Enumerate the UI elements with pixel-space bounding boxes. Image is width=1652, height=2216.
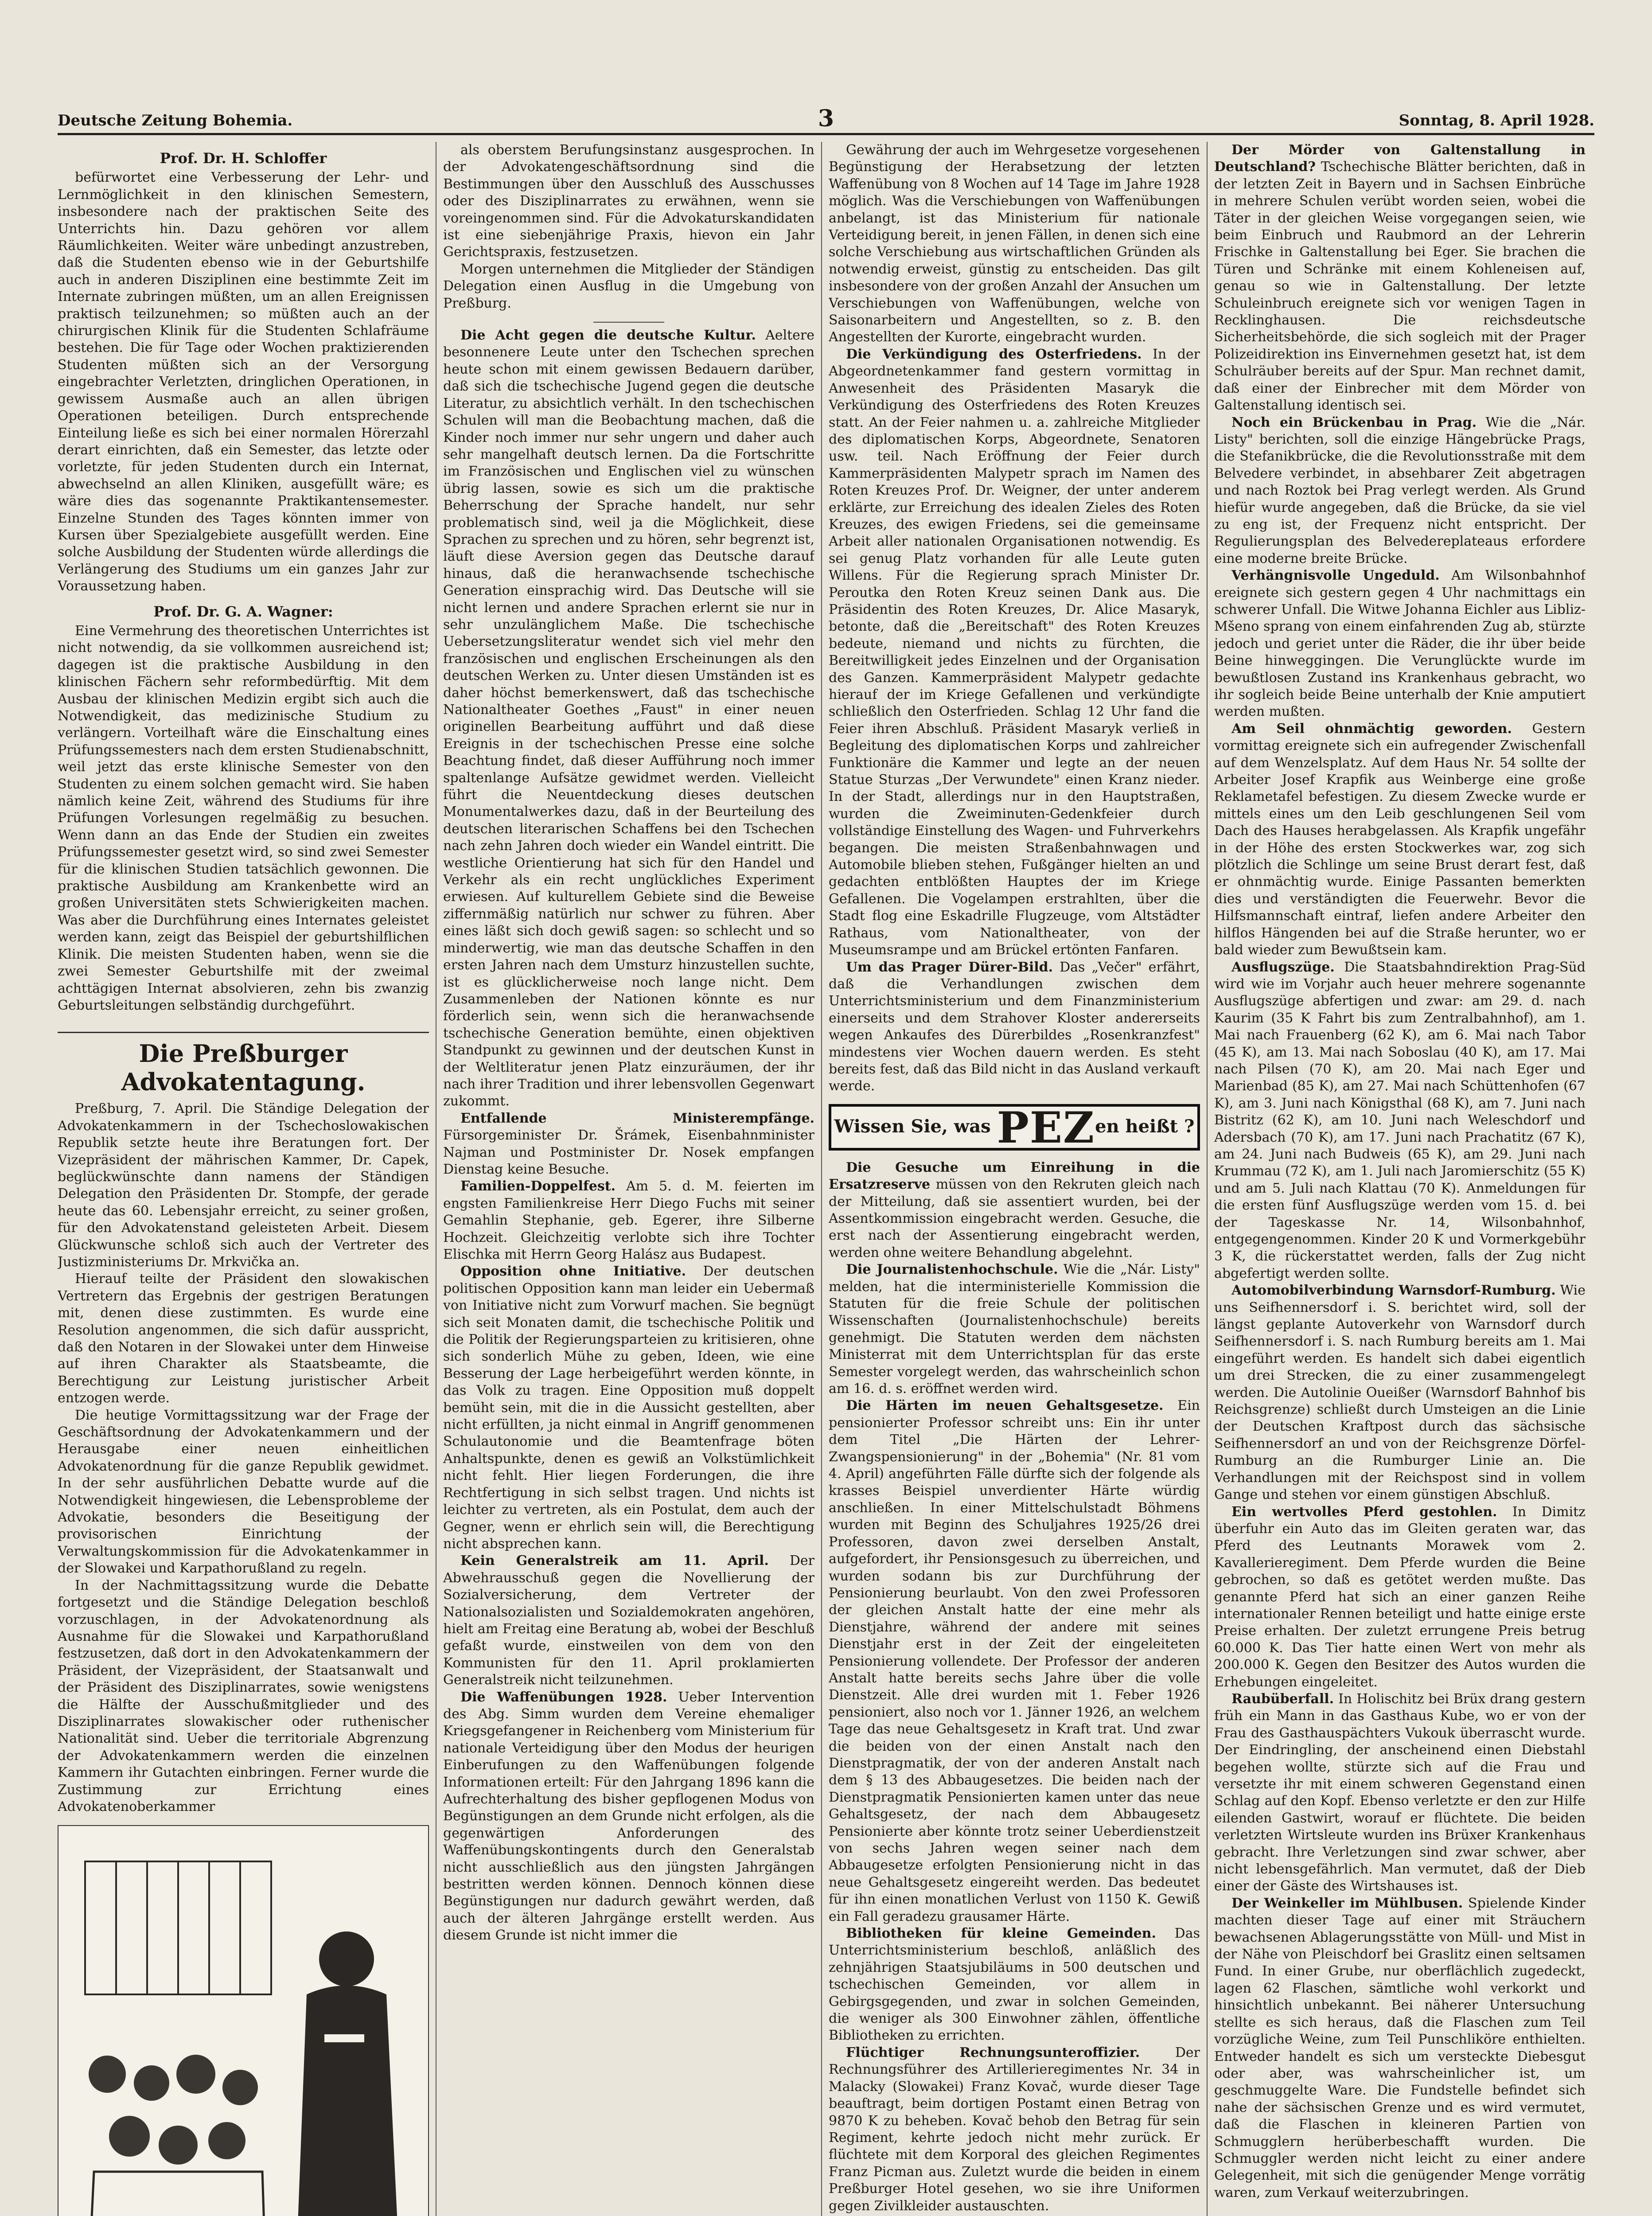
article-paragraph: Hierauf teilte der Präsident den slowakischen Vertretern das Ergebnis der gestrigen Beratungen mit, denen diese zustimmten. Es wurde eine Resolution angenommen, die sich dafür ausspricht, daß den Notaren in der Slowakei unter dem Hinweise auf ihren Charakter als Staatsbeamte, die Berechtigung zur Leistung juristischer Arbeit entzogen werde.	[58, 1271, 429, 1406]
news-item-text: Die Staatsbahndirektion Prag-Süd wird wie im Vorjahr auch heuer mehrere sogenannte Ausflugszüge abfertigen und zwar: am 29. d. nach Kaurim (35 K Fahrt bis zum Zentralbahnhof), am 1. Mai nach Frauenberg (62 K), am 6. Mai nach Tabor (45 K), am 13. Mai nach Soboslau (40 K), am 17. Mai nach Pilsen (70 K), am 20. Mai nach Eger und Marienbad (85 K), am 27. Mai nach Schüttenhofen (67 K), am 3. Juni nach Königsthal (68 K), am 7. Juni nach Bistritz (62 K), am 10. Juni nach Weleschdorf und Adersbach (70 K), am 17. Juni nach Prachatitz (67 K), am 24. Juni nach Budweis (65 K), am 29. Juni nach Krummau (72 K), am 1. Juli nach Jaromierschitz (55 K) und am 5. Juli nach Klattau (70 K). Anmeldungen für die ersten fünf Ausflugszüge werden vom 15. d. bei der Tageskasse Nr. 14, Wilsonbahnhof, entgegengenommen. Kinder 20 K und Vormerkgebühr 3 K, die rückerstattet werden, falls der Zug nicht abgefertigt werden sollte.	[1214, 959, 1586, 1281]
news-item-title: Ein wertvolles Pferd gestohlen.	[1231, 1504, 1497, 1520]
news-item-title: Flüchtiger Rechnungsunteroffizier.	[846, 2044, 1140, 2060]
news-item-text: In der Abgeordnetenkammer fand gestern vormittag in Anwesenheit des Präsidenten Masaryk die Verkündigung des Osterfriedens des Roten Kreuzes statt. An der Feier nahmen u. a. zahlreiche Mitglieder des diplomatischen Korps, Abgeordnete, Senatoren usw. teil. Nach Eröffnung der Feier durch Kammerpräsidenten Malypetr sprach im Namen des Roten Kreuzes Prof. Dr. Weigner, der unter anderem erklärte, zur Erreichung des idealen Zieles des Roten Kreuzes, des ewigen Friedens, sei die gemeinsame Arbeit aller nationalen Organisationen notwendig. Es sei genug Platz vorhanden für alle Leute guten Willens. Für die Regierung sprach Minister Dr. Peroutka den Roten Kreuz seinen Dank aus. Die Präsidentin des Roten Kreuzes, Dr. Alice Masaryk, betonte, daß die „Bereitschaft" des Roten Kreuzes bedeute, niemand und nichts zu fürchten, die Bereitwilligkeit jedes Einzelnen und der Organisation des Ganzen. Kammerpräsident Malypetr gedachte hierauf der im Kriege Gefallenen und verkündigte schließlich den Osterfrieden. Schlag 12 Uhr fand die Feier ihren Abschluß. Präsident Masaryk verließ in Begleitung des diplomatischen Korps und zahlreicher Funktionäre die Kammer und legte an der neuen Statue Sturzas „Der Verwundete" einen Kranz nieder. In der Stadt, allerdings nur in den Hauptstraßen, wurden die Zweiminuten-Gedenkfeier durch vollständige Einstellung des Wagen- und Fuhrverkehrs begangen. Die meisten Straßenbahnwagen und Automobile blieben stehen, Fußgänger hielten an und gedachten entblößten Hauptes der im Kriege Gefallenen. Die Vogelampen erstrahlten, über die Stadt flog eine Eskadrille Flugzeuge, vom Altstädter Rathaus, vom Nationaltheater, von der Museumsrampe und am Brückel ertönten Fanfaren.	[829, 346, 1200, 958]
news-item-text: In Holischitz bei Brüx drang gestern früh ein Mann in das Gasthaus Kube, wo er von der Frau des Gasthauspächters Vukouk überrascht wurde. Der Eindringling, der anscheinend einen Diebstahl begehen wollte, stürzte sich auf die Frau und versetzte ihr mit einem schweren Gegenstand einen Schlag auf den Kopf. Ebenso verletzte er den zur Hilfe eilenden Gastwirt, worauf er flüchtete. Die beiden verletzten Wirtsleute wurden ins Brüxer Krankenhaus gebracht. Ihre Verletzungen sind zwar schwer, aber nicht lebensgefährlich. Man vermutet, daß der Dieb einer der Gäste des Wirtshauses ist.	[1214, 1691, 1586, 1894]
news-item-title: Noch ein Brückenbau in Prag.	[1231, 414, 1477, 430]
news-item-text: Am 5. d. M. feierten im engsten Familienkreise Herr Diego Fuchs mit seiner Gemahlin Stephanie, geb. Egerer, ihre Silberne Hochzeit. Gleichzeitig verlobte sich ihre Tochter Elischka mit Herrn Georg Halász aus Budapest.	[443, 1178, 814, 1262]
news-item-text: Das „Večer" erfährt, daß die Verhandlungen zwischen dem Unterrichtsministerium und dem Finanzministerium einerseits und dem Strahover Kloster andererseits wegen Ankaufes des Dürerbildes „Rosenkranzfest" mindestens vier Wochen dauern werden. Es steht bereits fest, daß das Bild nicht in das Ausland verkauft werde.	[829, 959, 1200, 1094]
news-item-text: Am Wilsonbahnhof ereignete sich gestern gegen 4 Uhr nachmittags ein schwerer Unfall. Die Witwe Johanna Eichler aus Libliz-Mšeno sprang von einem einfahrenden Zug ab, stürzte jedoch und geriet unter die Räder, die ihr über beide Beine hinweggingen. Die Verunglückte wurde im bewußtlosen Zustand ins Krankenhaus gebracht, wo ihr sogleich beide Beine unterhalb der Knie amputiert werden mußten.	[1214, 568, 1586, 720]
news-item-text: Wie die „Nár. Listy" melden, hat die interministerielle Kommission die Statuten für die freie Schule der politischen Wissenschaften (Journalistenhochschule) bereits genehmigt. Die Statuten werden dem nächsten Ministerrat mit dem Unterrichtsplan für das erste Semester vorgelegt werden, das wahrscheinlich schon am 16. d. s. eröffnet werden wird.	[829, 1262, 1200, 1397]
news-item-text: Der deutschen politischen Opposition kann man leider ein Uebermaß von Initiative nicht zum Vorwurf machen. Sie begnügt sich seit Monaten damit, die tschechische Politik und die Politik der Regierungsparteien zu kritisieren, ohne sich sonderlich Mühe zu geben, Ideen, wie eine Besserung der Lage herbeigeführt werden könnte, in das Volk zu tragen. Eine Opposition muß doppelt bemüht sein, mit die in die Aussicht gestellten, aber nicht erfüllten, ja nicht einmal in Angriff genommenen Schulautonomie und die Beamtenfrage böten Anhaltspunkte, denen es gewiß an Volkstümlichkeit nicht fehlt. Hier liegen Forderungen, die ihre Rechtfertigung in sich selbst tragen. Und nichts ist leichter zu vertreten, als ein Postulat, dem auch der Gegner, wenn er ehrlich sein will, die Berechtigung nicht absprechen kann.	[443, 1264, 814, 1552]
news-item-text: Tschechische Blätter berichten, daß in der letzten Zeit in Bayern und in Sachsen Einbrüche in mehrere Schulen verübt worden seien, wobei die Täter in der gleichen Weise vorgegangen seien, wie beim Einbruch und Raubmord an der Lehrerin Frischke in Galtenstallung bei Eger. Sie brachen die Türen und Schränke mit einem Kohleneisen auf, genau so wie in Galtenstallung. Der letzte Schuleinbruch ereignete sich vor wenigen Tagen in Recklinghausen. Die reichsdeutsche Sicherheitsbehörde, die sich sogleich mit der Prager Polizeidirektion ins Einvernehmen gesetzt hat, ist dem Schulräuber bereits auf der Spur. Man rechnet damit, daß einer der Einbrecher mit dem Mörder von Galtenstallung identisch sei.	[1214, 159, 1586, 414]
article-paragraph: In der Nachmittagssitzung wurde die Debatte fortgesetzt und die Ständige Delegation beschloß vorzuschlagen, in der Advokatenordnung als Ausnahme für die Slowakei und Karpathorußland festzusetzen, daß dort in den Advokatenkammern der Präsident, der Vizepräsident, der Staatsanwalt und der Präsident des Disziplinarrates, sowie wenigstens die Hälfte der Ausschußmitglieder und des Disziplinarrates slowakischer oder ruthenischer Nationalität sind. Ueber die territoriale Abgrenzung der Advokatenkammern werden die einzelnen Kammern ihr Gutachten einbringen. Ferner wurde die Zustimmung zur Errichtung eines Advokatenoberkammer	[58, 1577, 429, 1814]
news-item-title: Verhängnisvolle Ungeduld.	[1231, 568, 1440, 584]
column-4	[1214, 142, 1586, 2216]
ad-tail-text: en heißt ?	[1095, 1116, 1195, 1137]
news-item-title: Die Acht gegen die deutsche Kultur.	[460, 328, 756, 343]
section-divider	[593, 322, 664, 323]
article-paragraph: als oberstem Berufungsinstanz ausgesprochen. In der Advokatengeschäftsordnung sind die Bestimmungen über den Ausschluß des Ausschusses oder des Disziplinarrates zu erwähnen, wenn sie voreingenommen sind. Für die Advokaturskandidaten ist eine siebenjährige Praxis, hievon ein Jahr Gerichtspraxis, festzusetzen.	[443, 142, 814, 260]
news-item-text: Der Rechnungsführer des Artillerieregimentes Nr. 34 in Malacky (Slowakei) Franz Kovač, wurde dieser Tage beauftragt, beim dortigen Postamt einen Betrag von 9870 K zu beheben. Kovač behob den Betrag für sein Regiment, kehrte jedoch nicht mehr zurück. Er flüchtete mit dem Korporal des gleichen Regimentes Franz Picman aus. Zuletzt wurde die beiden in einem Preßburger Hotel gesehen, wo sie ihre Uniformen gegen Zivilkleider austauschten.	[829, 2044, 1200, 2214]
cartoon-drawing	[58, 1826, 428, 2216]
news-item-title: Um das Prager Dürer-Bild.	[846, 959, 1053, 975]
news-item-text: Gestern vormittag ereignete sich ein aufregender Zwischenfall auf dem Wenzelsplatz. Auf dem Haus Nr. 54 sollte der Arbeiter Josef Krapfik aus Weinberge eine große Reklametafel befestigen. Zu diesem Zwecke wurde er mittels eines um den Leib geschlungenen Seil vom Dach des Hauses herabgelassen. Als Krapfik ungefähr in der Höhe des ersten Stockwerkes war, zog sich plötzlich die Schlinge um seine Brust derart fest, daß er ohnmächtig wurde. Einige Passanten bemerkten dies und verständigten die Feuerwehr. Bevor die Hilfsmannschaft eintraf, liefen andere Arbeiter den hilflos Hängenden bei auf die Straße herunter, wo er bald wieder zum Bewußtsein kam.	[1214, 721, 1586, 958]
news-item-title: Die Gesuche um Einreihung in die Ersatzreserve	[829, 1159, 1200, 1193]
news-item-title: Die Journalistenhochschule.	[846, 1262, 1058, 1278]
news-item-text: Das Unterrichtsministerium beschloß, anläßlich des zehnjährigen Staatsjubiläums in 500 deutschen und tschechischen Gemeinden, vor allem in Gebirgsgegenden, und zwar in solchen Gemeinden, die weniger als 300 Einwohner zählen, öffentliche Bibliotheken zu errichten.	[829, 1926, 1200, 2044]
pez-advertisement	[829, 1104, 1200, 1151]
news-item-title: Der Mörder von Galtenstallung in Deutschland?	[1214, 142, 1586, 175]
article-paragraph: Eine Vermehrung des theoretischen Unterrichtes ist nicht notwendig, da sie vollkommen ausreichend ist; dagegen ist die praktische Ausbildung in den klinischen Fächern sehr reformbedürftig. Mit dem Ausbau der klinischen Medizin ergibt sich auch die Notwendigkeit, das medizinische Studium zu verlängern. Vorteilhaft wäre die Einschaltung eines Prüfungssemesters nach dem ersten Studienabschnitt, weil jetzt das erste klinische Semester von den Studenten zu einem solchen gemacht wird. Sie haben nämlich keine Zeit, während des Studiums für ihre Prüfungen Vorlesungen regelmäßig zu besuchen. Wenn dann an das Ende der Studien ein zweites Prüfungssemester gesetzt wird, so sind zwei Semester für die klinischen Studien tatsächlich gewonnen. Die praktische Ausbildung am Krankenbette wird an großen Universitäten stets Schwierigkeiten machen. Was aber die Durchführung eines Internates geleistet werden kann, zeigt das Beispiel der geburtshilflichen Klinik. Die meisten Studenten haben, wenn sie die zwei Semester Geburtshilfe mit der zweimal achttägigen Internat absolvieren, zehn bis zwanzig Geburtsleitungen selbständig durchgeführt.	[58, 623, 429, 1013]
article-paragraph: befürwortet eine Verbesserung der Lehr- und Lernmöglichkeit in den klinischen Semestern, insbesondere nach der praktischen Seite des Unterrichts hin. Dazu gehören vor allem Räumlichkeiten. Weiter wäre unbedingt anzustreben, daß die Studenten ebenso wie in der Geburtshilfe auch in anderen Disziplinen eine bestimmte Zeit im Internate zubringen müßten, um an allen Ereignissen praktisch teilzunehmen; so müßten auch an der chirurgischen Klinik für die Studenten Schlafräume bestehen. Die für Tage oder Wochen praktizierenden Studenten müßten sich an der Versorgung eingebrachter Verletzten, dringlichen Operationen, in gewissem Ausmaße auch an allen übrigen Operationen beteiligen. Durch entsprechende Einteilung ließe es sich bei einer normalen Hörerzahl derart einrichten, daß ein Semester, das letzte oder vorletzte, für jeden Studenten durch ein Internat, abwechselnd an allen Kliniken, ausgefüllt wäre; es wäre dies das sogenannte Praktikantensemester. Einzelne Stunden des Tages könnten immer von Kursen über Spezialgebiete ausgefüllt werden. Eine solche Ausbildung der Studenten würde allerdings die Verlängerung des Studiums um ein ganzes Jahr zur Voraussetzung haben.	[58, 170, 429, 594]
running-header	[58, 106, 1594, 135]
issue-date: Sonntag, 8. April 1928.	[1399, 112, 1594, 129]
section-heading: Prof. Dr. G. A. Wagner:	[153, 603, 333, 620]
news-item-title: Die Härten im neuen Gehaltsgesetze.	[846, 1398, 1164, 1414]
newspaper-name: Deutsche Zeitung Bohemia.	[58, 112, 293, 129]
news-item-title: Die Verkündigung des Osterfriedens.	[846, 346, 1142, 362]
news-item-text: In Dimitz überfuhr ein Auto das im Gleiten geraten war, das Pferd des Leutnants Morawek vom 2. Kavallerieregiment. Dem Pferde wurden die Beine gebrochen, so daß es getötet werden mußte. Das genannte Pferd hat sich an einer ganzen Reihe internationaler Rennen beteiligt und hatte einige erste Preise erhalten. Der zuletzt errungene Preis betrug 60.000 K. Das Tier hatte einen Wert von mehr als 200.000 K. Gegen den Besitzer des Autos wurden die Erhebungen eingeleitet.	[1214, 1504, 1586, 1690]
article-paragraph: Gewährung der auch im Wehrgesetze vorgesehenen Begünstigung der Herabsetzung der letzten Waffenübung von 8 Wochen auf 14 Tage im Jahre 1928 möglich. Was die Verschiebungen von Waffenübungen anbelangt, ist das Ministerium für nationale Verteidigung bereit, in jenen Fällen, in denen sich eine solche Verschiebung aus wirtschaftlichen Gründen als notwendig erweist, günstig zu entscheiden. Das gilt insbesondere von der großen Anzahl der Ansuchen um Verschiebungen von Waffenübungen, welche von Saisonarbeitern und Angestellten, so z. B. den Angestellten der Kurorte, eingebracht wurden.	[829, 142, 1200, 345]
news-item-text: Ein pensionierter Professor schreibt uns: Ein ihr unter dem Titel „Die Härten der Lehrer-Zwangspensionierung" in der „Bohemia" (Nr. 81 vom 4. April) angeführten Fälle dürfte sich der folgende als krasses Beispiel unverdienter Härte würdig anschließen. In einer Mittelschulstadt Böhmens wurden mit Beginn des Schuljahres 1925/26 drei Professoren, davon zwei derselben Anstalt, aufgefordert, ihr Pensionsgesuch zu überreichen, und wurden sodann bis zur Durchführung der Pensionierung beurlaubt. Von den zwei Professoren der gleichen Anstalt hatte der eine mehr als Dienstjahre, während der andere mit seines Dienstjahr erst in der Zeit der eingeleiteten Pensionierung vollendete. Der Professor der anderen Anstalt hatte bereits sechs Jahre über die volle Dienstzeit. Alle drei wurden mit 1. Feber 1926 pensioniert, also noch vor 1. Jänner 1926, an welchem Tage das neue Gehaltsgesetz in Kraft trat. Und zwar die beiden von der einen Anstalt nach den Dienstpragmatik, der von der anderen Anstalt nach dem § 13 des Abbaugesetzes. Die beiden nach der Dienstpragmatik Pensionierten kamen unter das neue Gehaltsgesetz, der nach dem Abbaugesetz Pensionierte aber könnte trotz seiner Ueberdienstzeit von sechs Jahren wegen seiner nach dem Abbaugesetze erfolgten Pensionierung nicht in das neue Gehaltsgesetz eingereiht werden. Das bedeutet für ihn einen monatlichen Verlust von 1150 K. Gewiß ein Fall geradezu grausamer Härte.	[829, 1398, 1200, 1924]
news-item-title: Raubüberfall.	[1231, 1691, 1334, 1707]
news-item-title: Bibliotheken für kleine Gemeinden.	[846, 1926, 1156, 1942]
article-paragraph: Die heutige Vormittagssitzung war der Frage der Geschäftsordnung der Advokatenkammern und der Herausgabe einer neuen einheitlichen Advokatenordnung für die ganze Republik gewidmet. In der sehr ausführlichen Debatte wurde auf die Notwendigkeit hingewiesen, die Lebensprobleme der Advokatie, besonders die Beseitigung der provisorischen Einrichtung der Verwaltungskommission für die Advokatenkammer in der Slowakei und Karpathorußland zu regeln.	[58, 1407, 429, 1576]
ad-text: Wissen Sie, was	[834, 1116, 991, 1137]
news-item-title: Familien-Doppelfest.	[460, 1178, 616, 1194]
news-item-title: Am Seil ohnmächtig geworden.	[1231, 721, 1512, 737]
ad-logo-text: PEZ	[997, 1102, 1095, 1153]
article-headline: Die Preßburger Advokatentagung.	[58, 1032, 429, 1096]
news-item-text: Wie uns Seifhennersdorf i. S. berichtet wird, soll der längst geplante Autoverkehr von Warnsdorf durch Seifhennersdorf i. S. nach Rumburg bereits am 1. Mai eingeführt werden. Es handelt sich dabei eigentlich um drei Strecken, die zu einer zusammengelegt werden. Die Autolinie Oueißer (Warnsdorf Bahnhof bis Reichsgrenze) schließt durch Umsteigen an die Linie der Deutschen Kraftpost durch das sächsische Seifhennersdorf an und von der Reichsgrenze Dörfel-Rumburg an die Rumburger Linie an. Die Verhandlungen mit der Reichspost sind in vollem Gange und stehen vor einem günstigen Abschluß.	[1214, 1283, 1586, 1503]
news-item-text: Der Abwehrausschuß gegen die Novellierung der Sozialversicherung, dem Vertreter der Nationalsozialisten und Sozialdemokraten angehören, hielt am Freitag eine Beratung ab, wobei der Beschluß gefaßt wurde, einstweilen von dem von den Kommunisten für den 11. April proklamierten Generalstreik nicht teilzunehmen.	[443, 1553, 814, 1688]
news-item-text: Ueber Intervention des Abg. Simm wurden dem Vereine ehemaliger Kriegsgefangener in Reichenberg vom Ministerium für nationale Verteidigung über den Modus der heurigen Einberufungen zu den Waffenübungen folgende Informationen erteilt: Für den Jahrgang 1896 kann die Aufrechterhaltung des bisher gepflogenen Modus von Begünstigungen an dem Grunde nicht erfolgen, als die gegenwärtigen Anforderungen des Waffenübungskontingents durch den Generalstab nicht ausschließlich aus den jüngsten Jahrgängen bestritten werden können. Dennoch können diese Begünstigungen nur dadurch gewährt werden, daß auch der älteren Jahrgänge erstellt werden. Aus diesem Grunde ist nicht immer die	[443, 1689, 814, 1943]
section-heading: Prof. Dr. H. Schloffer	[160, 150, 327, 167]
news-item-text: Spielende Kinder machten dieser Tage auf einer mit Sträuchern bewachsenen Ablagerungsstätte von Müll- und Mist in der Nähe von Pleischdorf bei Graslitz einen seltsamen Fund. In einer Grube, nur oberflächlich zugedeckt, lagen 62 Flaschen, sämtliche wohl verkorkt und hinsichtlich unbekannt. Bei näherer Untersuchung stellte es sich heraus, daß die Flaschen zum Teil vorzügliche Weine, zum Teil Punschliköre enthielten. Entweder handelt es sich um versteckte Diebesgut oder aber, was wahrscheinlicher ist, um geschmuggelte Ware. Die Fundstelle befindet sich nahe der sächsischen Grenze und es wird vermutet, daß die Flaschen in kleineren Partien von Schmugglern herüberbeschafft wurden. Die Schmuggler werden nicht leicht zu einer andere Gelegenheit, mit sich die genügender Menge vorrätig waren, zum Verkauf weiterzubringen.	[1214, 1895, 1586, 2200]
column-3	[829, 142, 1200, 2216]
news-item-title: Die Waffenübungen 1928.	[460, 1689, 667, 1705]
column-2	[443, 142, 814, 2216]
news-item-text: Wie die „Nár. Listy" berichten, soll die einzige Hängebrücke Prags, die Stefanikbrücke, die die Revolutionsstraße mit dem Belvedere verbindet, in absehbarer Zeit abgetragen und nach Roztok bei Prag verlegt werden. Als Grund hiefür wurde angegeben, daß die Brücke, da sie viel zu eng ist, der Frequenz nicht entspricht. Der Regulierungsplan des Belvedereplateaus erfordere eine moderne breite Brücke.	[1214, 414, 1586, 566]
news-item-title: Automobilverbindung Warnsdorf-Rumburg.	[1231, 1283, 1556, 1299]
news-item-title: Kein Generalstreik am 11. April.	[460, 1553, 769, 1569]
news-item-text: Aeltere besonnenere Leute unter den Tschechen sprechen heute schon mit einem gewissen Bedauern darüber, daß sich die tschechische Jugend gegen die deutsche Literatur, zu absichtlich verhält. In den tschechischen Schulen will man die Beobachtung machen, daß die Kinder noch immer nur sehr ungern und daher auch sehr mangelhaft deutsch lernen. Da die Fortschritte im Französischen und Englischen viel zu wünschen übrig lassen, sowie es sich um die praktische Beherrschung der Sprache handelt, nur sehr problematisch sind, weil ja die Möglichkeit, diese Sprachen zu sprechen und zu hören, sehr begrenzt ist, läuft diese Aversion gegen das Deutsche darauf hinaus, daß die heranwachsende tschechische Generation einsprachig wird. Das Deutsche will sie nicht lernen und andere Sprachen erlernt sie nur in sehr unzulänglichem Maße. Die tschechische Uebersetzungsliteratur wendet sich viel mehr den französischen und englischen Erscheinungen als den deutschen Werken zu. Unter diesen Umständen ist es daher höchst bemerkenswert, daß das tschechische Nationaltheater Goethes „Faust" in einer neuen originellen Bearbeitung aufführt und daß diese Ereignis in der tschechischen Presse eine solche Beachtung findet, daß dieser Aufführung noch immer spaltenlange Aufsätze gewidmet werden. Vielleicht führt die Neuentdeckung dieses deutschen Monumentalwerkes dazu, daß in der Beurteilung des deutschen literarischen Schaffens bei den Tschechen nach zehn Jahren doch wieder ein Wandel eintritt. Die westliche Orientierung hat sich für den Handel und Verkehr als ein recht unglückliches Experiment erwiesen. Auf kulturellem Gebiete sind die Beweise ziffernmäßig natürlich nur schwer zu führen. Aber eines läßt sich doch gewiß sagen: so schlecht und so minderwertig, wie man das deutsche Schaffen in den ersten Jahren nach dem Umsturz hinzustellen suchte, ist es glücklicherweise noch lange nicht. Dem Zusammenleben der Nationen könnte es nur förderlich sein, wenn sich die heranwachsende tschechische Generation bemühte, einen objektiven Standpunkt zu gewinnen und der deutschen Kunst in der Weltliteratur jenen Platz einzuräumen, der ihr nach ihrer Tradition und ihrer lebensvollen Gegenwart zukommt.	[443, 328, 814, 1109]
news-item-text: Fürsorgeminister Dr. Šrámek, Eisenbahnminister Najman und Postminister Dr. Nosek empfangen Dienstag keine Besuche.	[443, 1128, 814, 1177]
news-item-title: Opposition ohne Initiative.	[460, 1264, 686, 1280]
column-rule	[1207, 142, 1208, 2216]
news-item-title: Ausflugszüge.	[1231, 959, 1335, 975]
article-paragraph: Preßburg, 7. April. Die Ständige Delegation der Advokatenkammern in der Tschechoslowakischen Republik setzte heute ihre Beratungen fort. Der Vizepräsident der mährischen Kammer, Dr. Capek, beglückwünschte dann namens der Ständigen Delegation den Präsidenten Dr. Stompfe, der gerade heute das 60. Lebensjahr erreicht, zu seiner großen, für den Advokatenstand geleisteten Arbeit. Diesem Glückwunsche schloß sich auch der Vertreter des Justizministeriums Dr. Mrkvička an.	[58, 1101, 429, 1270]
column-1	[58, 142, 429, 2216]
article-paragraph: Morgen unternehmen die Mitglieder der Ständigen Delegation einen Ausflug in die Umgebung von Preßburg.	[443, 261, 814, 311]
news-item-title: Der Weinkeller im Mühlbusen.	[1231, 1895, 1463, 1911]
column-rule	[821, 142, 822, 2216]
news-item-title: Entfallende Ministerempfänge.	[460, 1110, 814, 1126]
cartoon-illustration	[58, 1825, 429, 2216]
page-number: 3	[818, 105, 834, 132]
news-item-text: müssen von den Rekruten gleich nach der Mitteilung, daß sie assentiert wurden, bei der Assentkommission eingebracht werden. Gesuche, die erst nach der Assentierung eingebracht werden, werden ohne weitere Behandlung abgelehnt.	[829, 1177, 1200, 1260]
